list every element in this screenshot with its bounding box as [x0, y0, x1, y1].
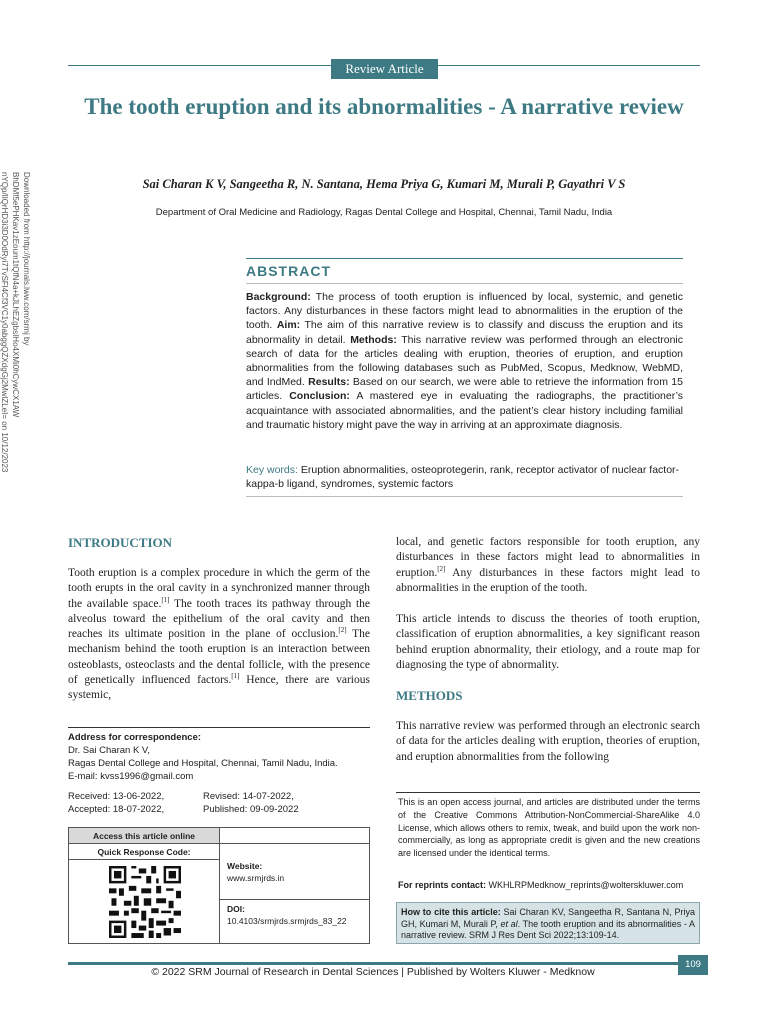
reprints-label: For reprints contact:	[398, 880, 487, 890]
introduction-paragraph-1	[68, 566, 370, 704]
abstract-rule	[246, 283, 683, 284]
correspondence-label: Address for correspondence:	[68, 732, 202, 743]
citation-box	[396, 902, 700, 944]
citation-ref: [2]	[338, 626, 347, 635]
conclusion-text: A mastered eye in evaluating the radiographs, the practitioner’s acquaintance with associated abnormalities, and the patient’s clear history including familial and traumatic history might pave the way in arriving at an approximate diagnosis.	[246, 390, 683, 431]
correspondence-name: Dr. Sai Charan K V,	[68, 745, 151, 756]
access-header: Access this article online	[69, 828, 220, 844]
qr-code-icon[interactable]	[109, 866, 181, 938]
doi-link[interactable]: 10.4103/srmjrds.srmjrds_83_22	[227, 916, 347, 926]
open-access-rule	[396, 792, 700, 793]
open-access-notice: This is an open access journal, and articles are distributed under the terms of the Creative Commons Attribution-NonCommercial-ShareAlike 4.0 License, which allows others to remix, tweak, and build upon the work non-commercially, as long as appropriate credit is given and the new creations are licensed under the identical terms.	[398, 797, 700, 859]
citation-ref: [1]	[161, 595, 170, 604]
methods-heading: METHODS	[396, 688, 463, 703]
abstract-rule-top	[246, 258, 683, 259]
keywords-text: Eruption abnormalities, osteoprotegerin, rank, receptor activator of nuclear factor- kappa-b ligand, syndromes, systemic factors	[246, 464, 680, 490]
correspondence-rule	[68, 727, 370, 728]
results-label: Results:	[308, 376, 350, 389]
intro-text-d: Hence, there are various systemic,	[68, 674, 370, 702]
keywords-label: Key words:	[246, 464, 298, 476]
abstract-body	[246, 290, 683, 432]
abstract-heading: ABSTRACT	[246, 263, 331, 279]
conclusion-label: Conclusion:	[289, 390, 350, 403]
revised-date: Revised: 14-07-2022,	[203, 791, 294, 802]
cite-text-a: Sai Charan KV, Sangeetha R, Santana N, Priya GH, Kumari M, Murali P,	[401, 907, 695, 929]
intro-text-b: The tooth traces its pathway through the alveolus toward the epithelium of the oral cavity and then reaches its ultimate position in the plane of occlusion.	[68, 597, 370, 641]
intro-text-a: Tooth eruption is a complex procedure in which the germ of the tooth erupts in the oral cavity in a synchronized manner through the available space.	[68, 567, 370, 610]
article-dates	[68, 790, 370, 816]
methods-label: Methods:	[350, 333, 397, 346]
website-cell	[220, 844, 369, 900]
introduction-paragraph-2: This article intends to discuss the theories of tooth eruption, classification of eruption abnormalities, a key significant reason behind eruption abnormality, their etiology, and a route map for diagnosing the type of abnormality.	[396, 613, 700, 671]
access-article-box	[68, 827, 370, 944]
intro-text-e: local, and genetic factors responsible for tooth eruption, any disturbances in these factors might lead to abnormalities in eruption.	[396, 536, 700, 579]
footer-text: © 2022 SRM Journal of Research in Dental Sciences | Published by Wolters Kluwer - Medknow	[151, 966, 595, 978]
cite-label: How to cite this article:	[401, 907, 501, 917]
keywords	[246, 464, 683, 491]
reprints-contact	[398, 880, 700, 890]
download-watermark	[0, 172, 46, 592]
cite-etal: et al	[500, 918, 518, 929]
results-text: Based on our search, we were able to retrieve the information from 15 articles.	[246, 376, 683, 403]
correspondence-block	[68, 731, 370, 783]
download-watermark-text: Downloaded from http://journals.lww.com/srmj by BhDMf5ePHKav1zEoum1tQfN4a+kJLhEZgbsIHo4XMi0hCywCX1AW nYQp/IlQrHD3i3D0OdRyi7TvSFl4Cf3VC1y0abggQZXdgGj2MwlZLeI= on 10/12/2023	[0, 172, 31, 473]
accepted-date: Accepted: 18-07-2022,	[68, 804, 165, 815]
doi-cell	[220, 900, 369, 943]
introduction-paragraph-1-cont	[396, 535, 700, 596]
methods-text: This narrative review was performed through an electronic search of data for the articles dealing with eruption, theories of eruption, and eruption abnormalities from the following databases such as PubMed, Scopus, Medknow, WebMD, and IndMed.	[246, 333, 683, 389]
author-list: Sai Charan K V, Sangeetha R, N. Santana, Hema Priya G, Kumari M, Murali P, Gayathri V S	[142, 177, 626, 191]
cite-text-b: . The tooth eruption and its abnormalities - A narrative review. SRM J Res Dent Sci 2022;13:109-14.	[401, 918, 696, 940]
intro-text-f: Any disturbances in these factors might lead to abnormalities in the eruption of the tooth.	[396, 566, 700, 594]
qr-label: Quick Response Code:	[69, 844, 220, 860]
background-text: The process of tooth eruption is influenced by local, systemic, and genetic factors. Any disturbances in these factors might lead to abnormalities in the eruption of the tooth.	[246, 291, 683, 332]
correspondence-email: E-mail: kvss1996@gmail.com	[68, 771, 194, 782]
website-link[interactable]: www.srmjrds.in	[227, 873, 285, 883]
article-title: The tooth eruption and its abnormalities - A narrative review	[84, 94, 684, 119]
intro-text-c: The mechanism behind the tooth eruption is an interaction between osteoblasts, osteoclasts and the dental follicle, with the presence of genetically influenced factors.	[68, 628, 371, 687]
correspondence-address: Ragas Dental College and Hospital, Chennai, Tamil Nadu, India.	[68, 758, 338, 769]
aim-text: The aim of this narrative review is to classify and discuss the eruption and its abnormality in detail.	[246, 319, 683, 346]
access-header-blank	[220, 828, 369, 844]
background-label: Background:	[246, 291, 311, 303]
received-date: Received: 13-06-2022,	[68, 791, 165, 802]
website-label: Website:	[227, 861, 263, 871]
affiliation: Department of Oral Medicine and Radiology, Ragas Dental College and Hospital, Chennai, Tamil Nadu, India	[155, 207, 613, 218]
page-number: 109	[678, 955, 708, 975]
reprints-email[interactable]: WKHLRPMedknow_reprints@wolterskluwer.com	[486, 880, 684, 890]
published-date: Published: 09-09-2022	[203, 804, 299, 815]
abstract-rule-bottom	[246, 496, 683, 497]
doi-label: DOI:	[227, 904, 245, 914]
methods-paragraph: This narrative review was performed through an electronic search of data for the articles dealing with eruption, theories of eruption, and eruption abnormalities from the following	[396, 720, 700, 763]
citation-ref: [1]	[231, 672, 240, 681]
article-type-badge: Review Article	[331, 59, 438, 79]
introduction-heading: INTRODUCTION	[68, 535, 173, 550]
citation-ref: [2]	[437, 564, 446, 573]
aim-label: Aim:	[276, 319, 301, 332]
qr-cell	[69, 860, 220, 943]
footer-rule	[68, 962, 678, 965]
